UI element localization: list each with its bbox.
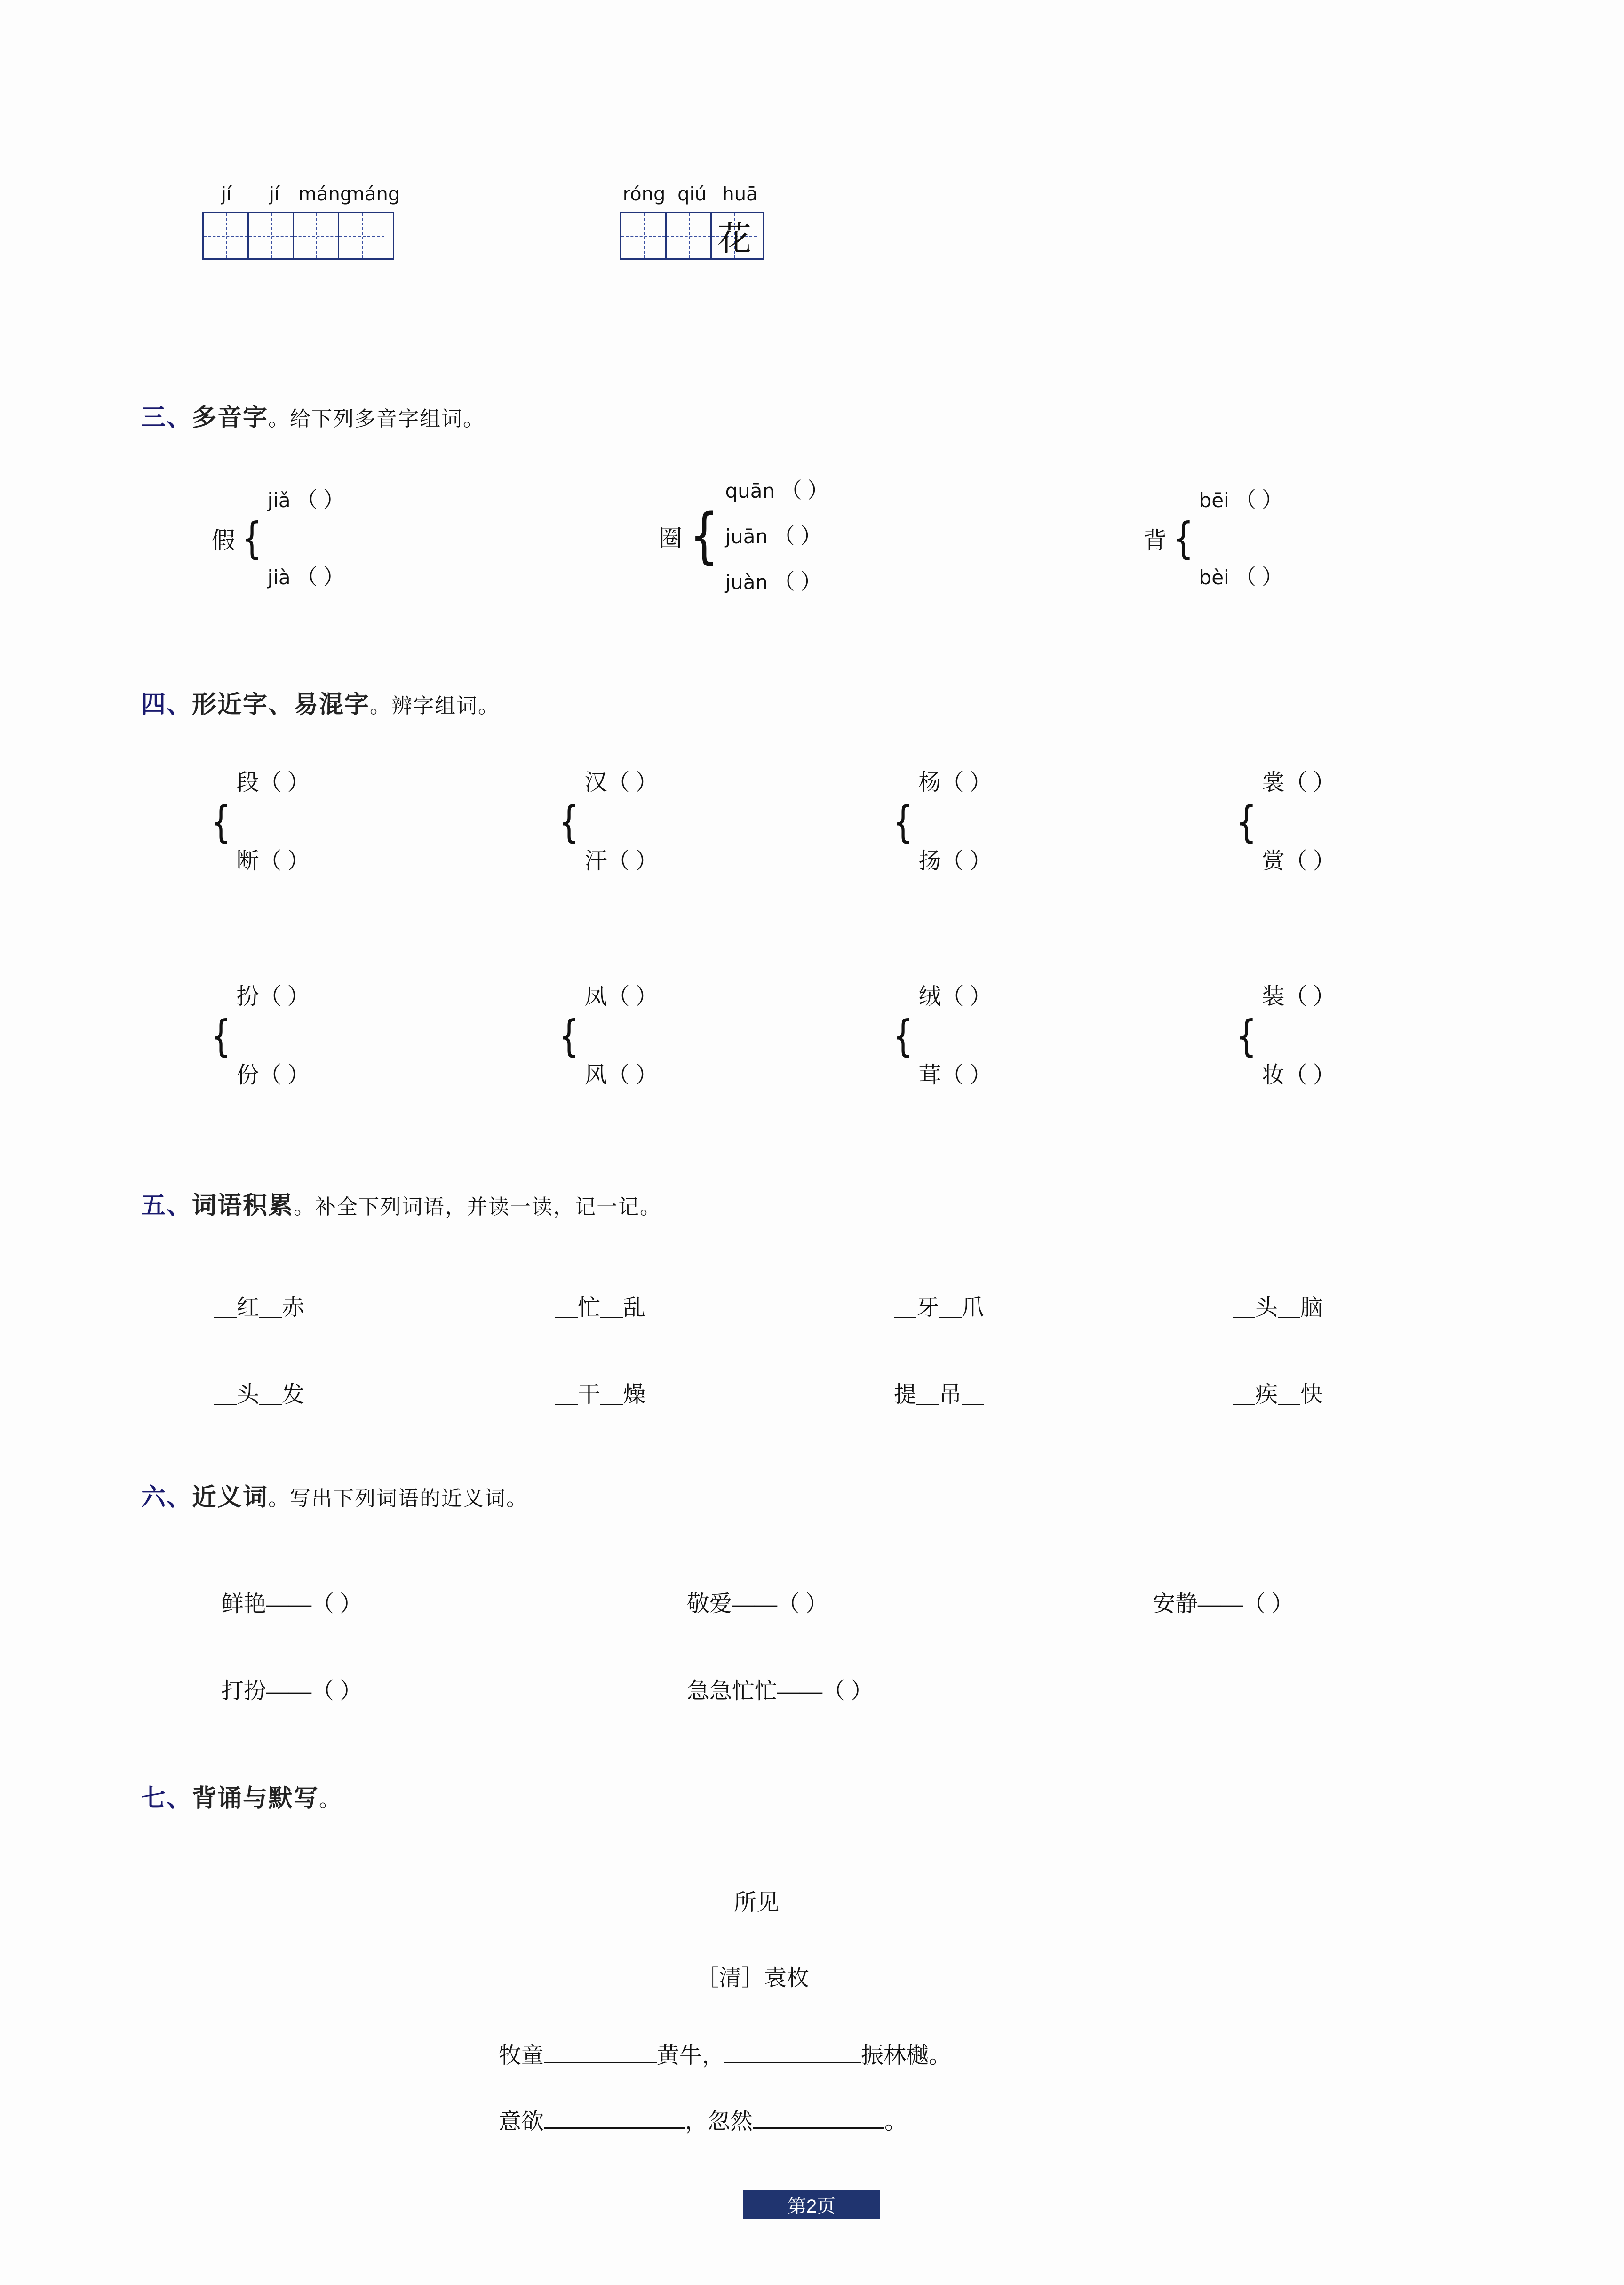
similar-char-line[interactable]: 茸（ ）: [918, 1063, 992, 1088]
tianzige-cell[interactable]: [249, 213, 294, 258]
tianzige-grid[interactable]: [620, 212, 764, 260]
similar-char-pair-4: [1233, 772, 1336, 873]
similar-char-line[interactable]: 绒（ ）: [918, 984, 992, 1009]
section-heading-4: [141, 685, 500, 720]
cell-char: [204, 213, 247, 258]
cell-char: [621, 213, 665, 258]
similar-char-pair-5: [207, 986, 310, 1087]
brace-icon: {: [1236, 1011, 1257, 1061]
section-number: 四、: [141, 691, 192, 718]
brace-icon: {: [210, 1011, 231, 1061]
pinyin-label: máng: [298, 183, 352, 205]
pinyin-label: huā: [722, 183, 758, 205]
word-accumulation-item[interactable]: 提＿吊＿: [894, 1382, 985, 1407]
section-desc: 。补全下列词语，并读一读，记一记。: [294, 1195, 662, 1218]
answer-blank[interactable]: （ ）: [773, 524, 822, 548]
section-desc: 。写出下列词语的近义词。: [268, 1487, 528, 1510]
page-number-badge: 第2页: [743, 2190, 880, 2219]
similar-char-line[interactable]: 裳（ ）: [1262, 770, 1336, 795]
answer-blank[interactable]: （ ）: [296, 488, 345, 512]
poem-title: 所见: [734, 1890, 780, 1915]
tianzige-cell[interactable]: [339, 213, 384, 258]
polyphone-pinyin: bēi: [1199, 489, 1229, 512]
similar-char-pair-6: [555, 986, 658, 1087]
synonym-item[interactable]: 鲜艳——（ ）: [221, 1592, 363, 1616]
tianzige-cell[interactable]: [204, 213, 249, 258]
polyphone-line[interactable]: [268, 566, 345, 588]
synonym-item[interactable]: 打扮——（ ）: [221, 1679, 363, 1704]
similar-char-line[interactable]: 凤（ ）: [584, 984, 658, 1009]
section-title: 形近字、易混字: [192, 691, 370, 718]
polyphone-pinyin: jià: [267, 566, 291, 589]
polyphone-char: 圈: [659, 525, 682, 551]
word-accumulation-item[interactable]: ＿疾＿快: [1233, 1382, 1323, 1407]
section-number: 七、: [141, 1785, 192, 1812]
similar-char-line[interactable]: 妆（ ）: [1262, 1063, 1336, 1088]
answer-blank[interactable]: （ ）: [780, 478, 829, 502]
pinyin-label: jí: [269, 183, 280, 205]
poem-blank[interactable]: [544, 2062, 657, 2063]
tianzige-grid[interactable]: [202, 212, 394, 260]
similar-char-line[interactable]: 扬（ ）: [918, 849, 992, 874]
similar-char-line[interactable]: 风（ ）: [584, 1063, 658, 1088]
cell-char: [294, 213, 338, 258]
brace-icon: {: [558, 796, 580, 847]
synonym-item[interactable]: 安静——（ ）: [1153, 1592, 1294, 1616]
similar-char-pair-7: [889, 986, 992, 1087]
poem-blank[interactable]: [544, 2127, 685, 2129]
brace-icon: {: [1236, 796, 1257, 847]
section-title: 多音字: [192, 404, 269, 431]
section-desc: 。: [319, 1788, 341, 1811]
poem-author: ［清］袁枚: [696, 1966, 810, 1990]
polyphone-group-quan: [659, 480, 829, 593]
section-title: 词语积累: [192, 1192, 294, 1219]
polyphone-group-jia: [212, 489, 345, 588]
similar-char-line[interactable]: 汗（ ）: [584, 849, 658, 874]
polyphone-line[interactable]: [268, 489, 345, 511]
polyphone-char: 假: [212, 527, 235, 554]
polyphone-pinyin: quān: [725, 479, 775, 502]
polyphone-line[interactable]: [1199, 489, 1283, 511]
similar-char-pair-2: [555, 772, 658, 873]
polyphone-pinyin: bèi: [1199, 566, 1229, 589]
cell-char: 花: [717, 220, 751, 258]
pinyin-label: róng: [622, 183, 666, 205]
similar-char-line[interactable]: 断（ ）: [236, 849, 310, 874]
polyphone-line[interactable]: [1199, 566, 1283, 588]
poem-line-1[interactable]: [499, 2037, 951, 2070]
similar-char-pair-1: [207, 772, 310, 873]
polyphone-line[interactable]: [725, 525, 829, 547]
similar-char-line[interactable]: 装（ ）: [1262, 984, 1336, 1009]
tianzige-cell[interactable]: [294, 213, 339, 258]
similar-char-line[interactable]: 杨（ ）: [918, 770, 992, 795]
section-number: 六、: [141, 1484, 192, 1511]
tianzige-cell[interactable]: [621, 213, 667, 258]
word-accumulation-item[interactable]: ＿头＿脑: [1233, 1295, 1323, 1320]
similar-char-line[interactable]: 汉（ ）: [584, 770, 658, 795]
answer-blank[interactable]: （ ）: [296, 565, 345, 589]
synonym-item[interactable]: 急急忙忙——（ ）: [687, 1679, 874, 1704]
section-title: 近义词: [192, 1484, 269, 1511]
similar-char-pair-3: [889, 772, 992, 873]
tianzige-cell[interactable]: [712, 213, 757, 258]
word-accumulation-item[interactable]: ＿忙＿乱: [555, 1295, 646, 1320]
poem-line-2[interactable]: [499, 2103, 907, 2135]
poem-line2-part-b: ，忽然: [685, 2109, 753, 2134]
section-title: 背诵与默写: [192, 1785, 319, 1812]
polyphone-line[interactable]: [725, 480, 829, 502]
poem-line1-part-c: 振林樾。: [861, 2043, 952, 2068]
brace-icon: {: [690, 501, 719, 571]
polyphone-char: 背: [1143, 527, 1167, 554]
brace-icon: {: [892, 1011, 914, 1061]
section-heading-5: [141, 1186, 661, 1221]
brace-icon: {: [210, 796, 231, 847]
word-accumulation-item[interactable]: ＿头＿发: [214, 1382, 305, 1407]
similar-char-line[interactable]: 段（ ）: [236, 770, 310, 795]
answer-blank[interactable]: （ ）: [773, 570, 822, 594]
poem-line2-part-c: 。: [884, 2109, 908, 2134]
pinyin-label: qiú: [677, 183, 707, 205]
brace-icon: {: [892, 796, 914, 847]
word-accumulation-item[interactable]: ＿牙＿爪: [894, 1295, 985, 1320]
section-heading-6: [141, 1477, 528, 1513]
answer-blank[interactable]: （ ）: [1234, 565, 1283, 589]
section-number: 五、: [141, 1192, 192, 1219]
similar-char-line[interactable]: 赏（ ）: [1262, 849, 1336, 874]
similar-char-line[interactable]: 份（ ）: [236, 1063, 310, 1088]
polyphone-pinyin: juàn: [725, 571, 768, 594]
tianzige-group-2: [620, 183, 764, 260]
section-heading-3: [141, 398, 485, 433]
tianzige-cell[interactable]: [667, 213, 712, 258]
similar-char-line[interactable]: 扮（ ）: [236, 984, 310, 1009]
synonym-item[interactable]: 敬爱——（ ）: [687, 1592, 828, 1616]
poem-blank[interactable]: [724, 2062, 861, 2063]
pinyin-label: jí: [221, 183, 232, 205]
cell-char: [667, 213, 710, 258]
word-accumulation-item[interactable]: ＿红＿赤: [214, 1295, 305, 1320]
poem-line1-part-b: 黄牛，: [657, 2043, 725, 2068]
cell-char: [339, 213, 384, 258]
section-desc: 。辨字组词。: [370, 694, 500, 717]
cell-char: [249, 213, 293, 258]
poem-line1-part-a: 牧童: [499, 2043, 544, 2068]
brace-icon: {: [558, 1011, 580, 1061]
brace-icon: {: [1173, 513, 1194, 564]
polyphone-line[interactable]: [725, 571, 829, 593]
section-number: 三、: [141, 404, 192, 431]
poem-line2-part-a: 意欲: [499, 2109, 544, 2134]
poem-blank[interactable]: [753, 2127, 884, 2129]
polyphone-pinyin: juān: [725, 525, 768, 548]
tianzige-group-1: [202, 183, 400, 260]
brace-icon: {: [241, 513, 263, 564]
similar-char-pair-8: [1233, 986, 1336, 1087]
answer-blank[interactable]: （ ）: [1234, 488, 1283, 512]
pinyin-label: máng: [346, 183, 400, 205]
section-desc: 。给下列多音字组词。: [268, 407, 485, 430]
section-heading-7: [141, 1778, 341, 1814]
word-accumulation-item[interactable]: ＿干＿燥: [555, 1382, 646, 1407]
polyphone-group-bei: [1143, 489, 1283, 588]
polyphone-pinyin: jiǎ: [267, 489, 291, 512]
